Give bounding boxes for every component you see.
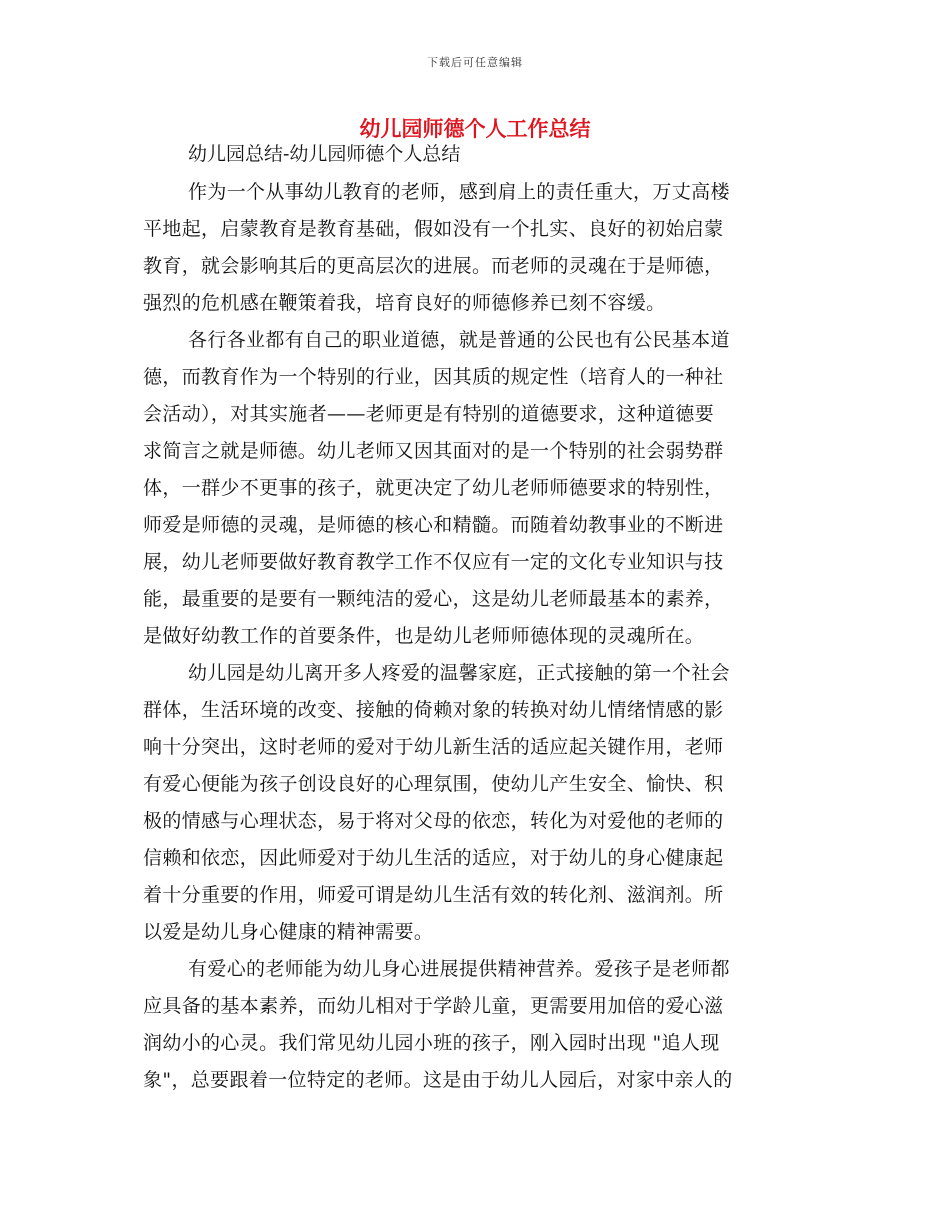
paragraph-line: 信赖和依恋，因此师爱对于幼儿生活的适应，对于幼儿的身心健康起: [143, 847, 724, 869]
paragraph-line: 会活动），对其实施者——老师更是有特别的道德要求，这种道德要: [143, 403, 715, 425]
paragraph-line: 体，一群少不更事的孩子，就更决定了幼儿老师师德要求的特别性，: [143, 477, 724, 499]
document-title: 幼儿园师德个人工作总结: [359, 116, 591, 141]
paragraph-line: 以爱是幼儿身心健康的精神需要。: [143, 921, 434, 943]
paragraph-line: 作为一个从事幼儿教育的老师，感到肩上的责任重大，万丈高楼: [188, 181, 730, 203]
paragraph-line: 极的情感与心理状态，易于将对父母的依恋，转化为对爱他的老师的: [143, 810, 724, 832]
page-header: 下载后可任意编辑: [427, 56, 523, 69]
paragraph-line: 强烈的危机感在鞭策着我，培育良好的师德修养已刻不容缓。: [143, 292, 666, 314]
paragraph-line: 德，而教育作为一个特别的行业，因其质的规定性（培育人的一种社: [143, 366, 724, 388]
paragraph-line: 能，最重要的是要有一颗纯洁的爱心，这是幼儿老师最基本的素养，: [143, 588, 724, 610]
paragraph-line: 展，幼儿老师要做好教育教学工作不仅应有一定的文化专业知识与技: [143, 551, 724, 573]
paragraph-line: 着十分重要的作用，师爱可谓是幼儿生活有效的转化剂、滋润剂。所: [143, 884, 724, 906]
paragraph-line: 象"，总要跟着一位特定的老师。这是由于幼儿人园后，对家中亲人的: [143, 1069, 733, 1091]
paragraph-line: 群体，生活环境的改变、接触的倚赖对象的转换对幼儿情绪情感的影: [143, 699, 724, 721]
paragraph-line: 教育，就会影响其后的更高层次的进展。而老师的灵魂在于是师德，: [143, 255, 724, 277]
paragraph-line: 幼儿园是幼儿离开多人疼爱的温馨家庭，正式接触的第一个社会: [188, 662, 730, 684]
paragraph-line: 是做好幼教工作的首要条件，也是幼儿老师师德体现的灵魂所在。: [143, 625, 705, 647]
paragraph-line: 响十分突出，这时老师的爱对于幼儿新生活的适应起关键作用，老师: [143, 736, 724, 758]
paragraph-line: 应具备的基本素养，而幼儿相对于学龄儿童，更需要用加倍的爱心滋: [143, 995, 724, 1017]
paragraph-line: 有爱心便能为孩子创设良好的心理氛围，使幼儿产生安全、愉快、积: [143, 773, 724, 795]
paragraph-line: 润幼小的心灵。我们常见幼儿园小班的孩子，刚入园时出现 "追人现: [143, 1032, 720, 1054]
document-subtitle: 幼儿园总结-幼儿园师德个人总结: [188, 143, 461, 165]
paragraph-line: 师爱是师德的灵魂，是师德的核心和精髓。而随着幼教事业的不断进: [143, 514, 724, 536]
paragraph-line: 有爱心的老师能为幼儿身心进展提供精神营养。爱孩子是老师都: [188, 958, 730, 980]
document-body: [143, 174, 813, 1099]
paragraph-line: 平地起，启蒙教育是教育基础，假如没有一个扎实、良好的初始启蒙: [143, 218, 724, 240]
paragraph-line: 求简言之就是师德。幼儿老师又因其面对的是一个特别的社会弱势群: [143, 440, 724, 462]
paragraph-line: 各行各业都有自己的职业道德，就是普通的公民也有公民基本道: [188, 329, 730, 351]
